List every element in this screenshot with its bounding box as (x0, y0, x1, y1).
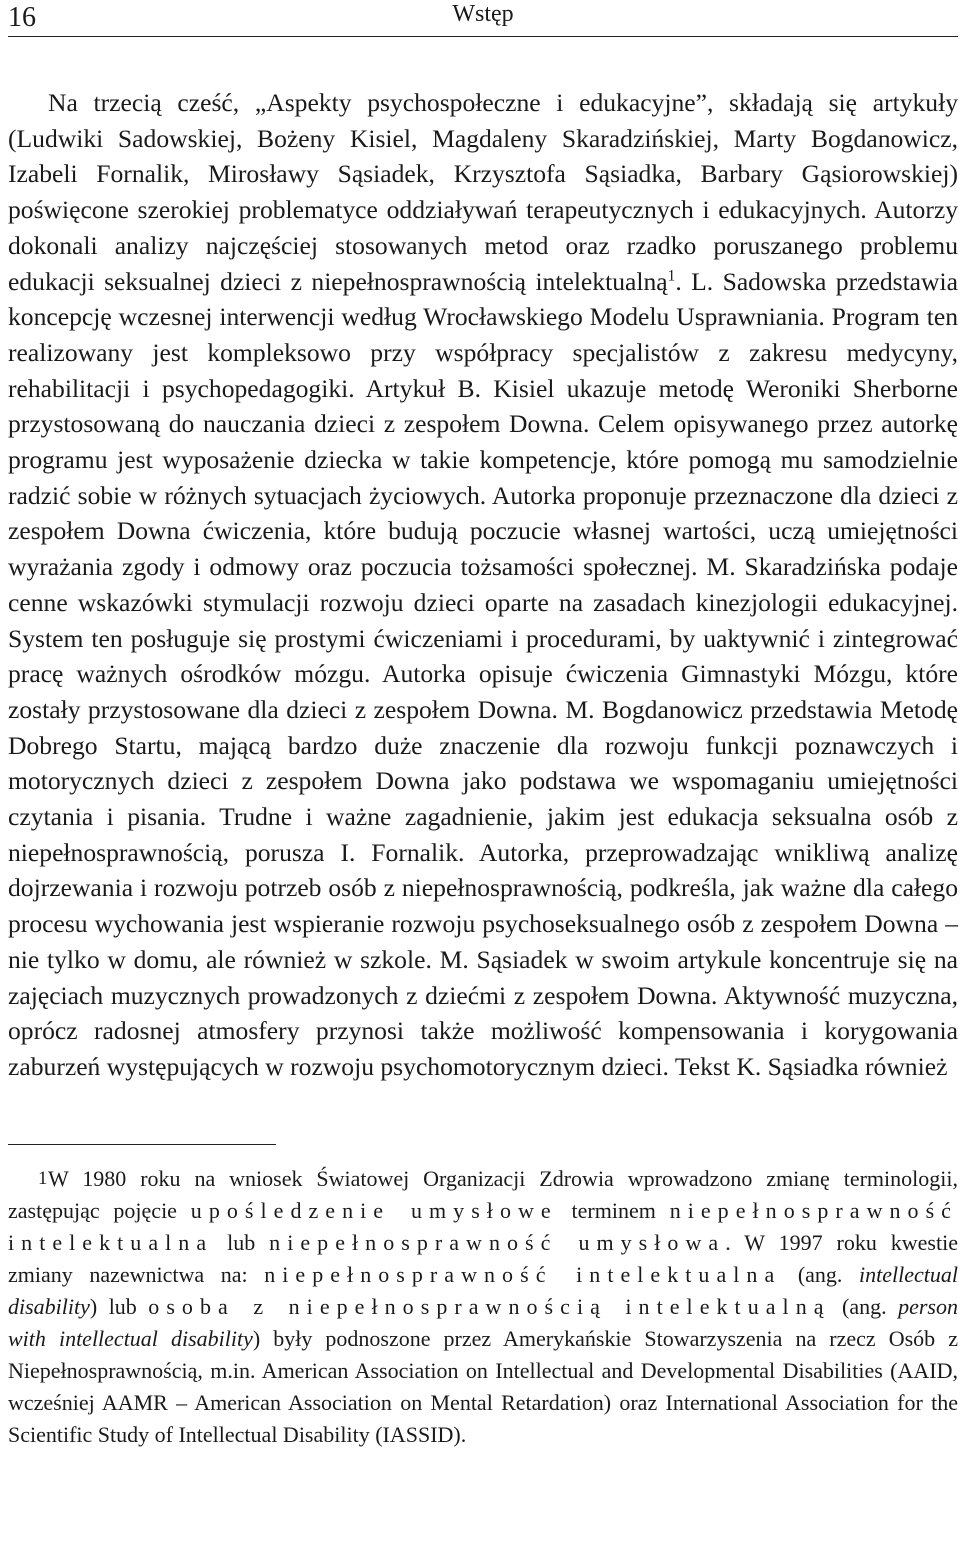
spaced-term: niepełnosprawność intelektualna (264, 1261, 782, 1287)
footnote-text: ) lub (89, 1293, 149, 1319)
spaced-term: niepełnosprawność intelektualna (8, 1197, 958, 1255)
footnote-text: lub (213, 1229, 270, 1255)
footnote-reference: 1 (667, 266, 676, 284)
italic-term: intellectual disability (8, 1261, 958, 1319)
paragraph-text-continued: . L. Sadowska przedstawia koncepcję wczesnej interwencji według Wrocławskiego Modelu Usprawniania. Program ten realizowany jest kompleksowo przy współpracy specjalistów z zakresu medycyny, rehabilitacji i psychopedagogiki. Artykuł B. Kisiel ukazuje metodę Weroniki Sherborne przystosowaną do nauczania dzieci z zespołem Downa. Celem opisywanego przez autorkę programu jest wyposażenie dziecka w takie kompetencje, które pomogą mu samodzielnie radzić sobie w różnych sytuacjach życiowych. Autorka proponuje przeznaczone dla dzieci z zespołem Downa ćwiczenia, które budują poczucie własnej wartości, uczą umiejętności wyrażania zgody i odmowy oraz poczucia tożsamości społecznej. M. Skaradzińska podaje cenne wskazówki stymulacji rozwoju dzieci oparte na zasadach kinezjologii edukacyjnej. System ten posługuje się prostymi ćwiczeniami i procedurami, by uaktywnić i zintegrować pracę ważnych ośrodków mózgu. Autorka opisuje ćwiczenia Gimnastyki Mózgu, które zostały przystosowane dla dzieci z zespołem Downa. M. Bogdanowicz przedstawia Metodę Dobrego Startu, mającą bardzo duże znaczenie dla rozwoju funkcji poznawczych i motorycznych dzieci z zespołem Downa jako podstawa we wspomaganiu umiejętności czytania i pisania. Trudne i ważne zagadnienie, jakim jest edukacja seksualna osób z niepełnosprawnością, porusza I. Fornalik. Autorka, przeprowadzając wnikliwą analizę dojrzewania i rozwoju potrzeb osób z niepełnosprawnością, podkreśla, jak ważne dla całego procesu wychowania jest wspieranie rozwoju psychoseksualnego osób z zespołem Downa – nie tylko w domu, ale również w szkole. M. Sąsiadek w swoim artykule koncentruje się na zajęciach muzycznych prowadzonych z dziećmi z zespołem Downa. Aktywność muzyczna, oprócz radosnej atmosfery przynosi także możliwość kompensowania i korygowania zaburzeń występujących w rozwoju psychomotorycznym dzieci. Tekst K. Sąsiadka również (8, 266, 958, 1081)
paragraph-text: Na trzecią cześć, „Aspekty psychospołeczne i edukacyjne”, składają się artykuły (Ludwiki Sadowskiej, Bożeny Kisiel, Magdaleny Skaradzińskiej, Marty Bogdanowicz, Izabeli Fornalik, Mirosławy Sąsiadek, Krzysztofa Sąsiadka, Barbary Gąsiorowskiej) poświęcone szerokiej problematyce oddziaływań terapeutycznych i edukacyjnych. Autorzy dokonali analizy najczęściej stosowanych metod oraz rzadko poruszanego problemu edukacji seksualnej dzieci z niepełnosprawnością intelektualną (8, 88, 958, 296)
book-page (8, 0, 958, 1451)
page-number: 16 (8, 2, 36, 33)
body-paragraph (8, 85, 958, 1085)
italic-term: person with intellectual disability (8, 1293, 958, 1351)
spaced-term: osoba z niepełnosprawnością intelektualną (148, 1293, 831, 1319)
footnote-text: ) były podnoszone przez Amerykańskie Stowarzyszenia na rzecz Osób z Niepełnosprawnością, m.in. American Association on Intellectual and Developmental Disabilities (AAID, wcześniej AAMR – American Association on Mental Retardation) oraz International Association for the Scientific Study of Intellectual Disability (IASSID). (8, 1325, 958, 1447)
spaced-term: niepełnosprawność umysłowa (269, 1229, 726, 1255)
running-header (8, 0, 958, 37)
footnote-number: 1 (38, 1167, 48, 1189)
footnote (8, 1163, 958, 1451)
footnote-separator (8, 1144, 276, 1145)
footnote-text: terminem (557, 1197, 670, 1223)
footnote-text: (ang. (781, 1261, 860, 1287)
footnote-text: W 1980 roku na wniosek Światowej Organizacji Zdrowia wprowadzono zmianę terminologii, zastępując pojęcie (8, 1165, 958, 1223)
running-section-title: Wstęp (452, 1, 514, 27)
footnote-text: (ang. (830, 1293, 899, 1319)
spaced-term: upośledzenie umysłowe (190, 1197, 558, 1223)
footnote-text: . W 1997 roku kwestie zmiany nazewnictwa na: (8, 1229, 958, 1287)
